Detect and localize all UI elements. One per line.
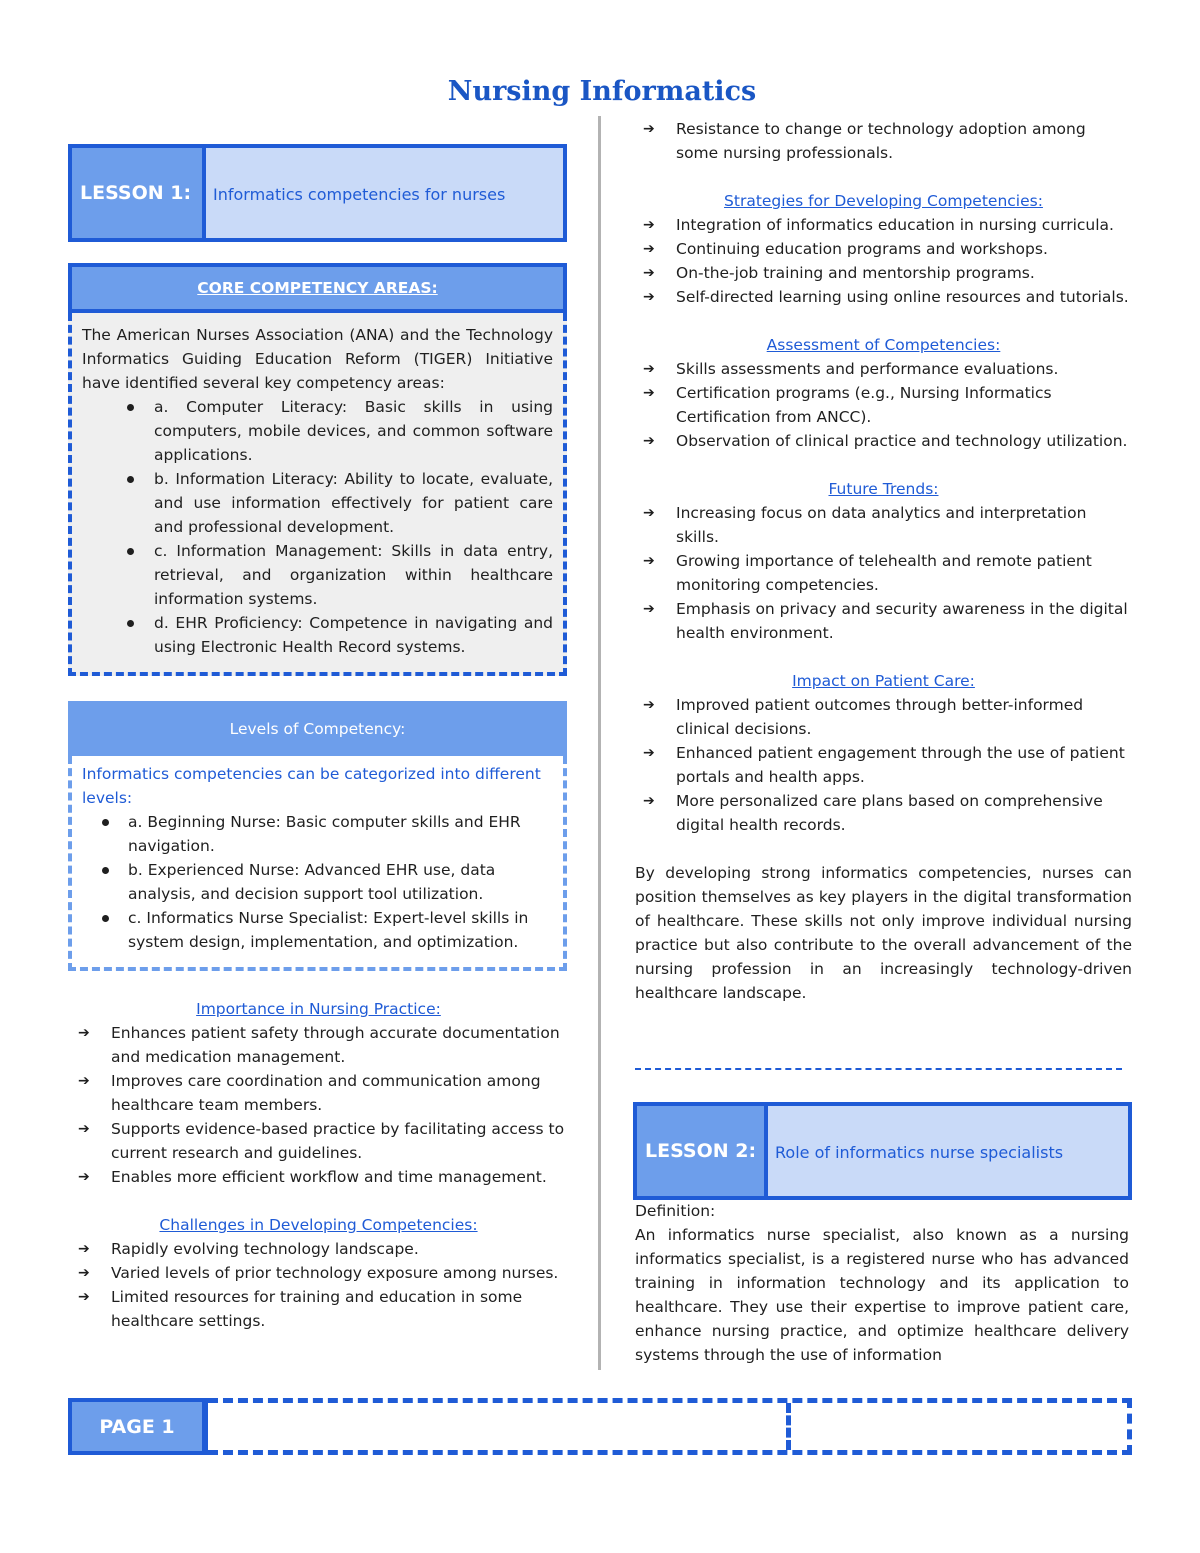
- core-competency-item: d. EHR Proficiency: Competence in navigating and using Electronic Health Record systems.: [82, 611, 553, 659]
- core-competency-item: c. Information Management: Skills in data entry, retrieval, and organization within healthcare information systems.: [82, 539, 553, 611]
- importance-item: ➔ Supports evidence-based practice by facilitating access to current research and guidelines.: [70, 1117, 567, 1165]
- importance-heading: Importance in Nursing Practice:: [196, 1000, 441, 1018]
- lesson-2-label: LESSON 2:: [637, 1106, 764, 1196]
- impact-heading: Impact on Patient Care:: [792, 672, 975, 690]
- strategy-item: ➔ Self-directed learning using online resources and tutorials.: [635, 285, 1132, 309]
- footer-dashed-divider: [786, 1403, 791, 1450]
- importance-list: [70, 1021, 567, 1189]
- impact-item: ➔ Enhanced patient engagement through the use of patient portals and health apps.: [635, 741, 1132, 789]
- importance-item: ➔ Enables more efficient workflow and time management.: [70, 1165, 567, 1189]
- lesson-2-topic: Role of informatics nurse specialists: [768, 1106, 1128, 1196]
- conclusion-paragraph: By developing strong informatics competencies, nurses can position themselves as key players in the digital transformation of healthcare. These skills not only improve individual nursing practice but also contribute to the overall advancement of the nursing profession in an increasingly technology-driven healthcare landscape.: [635, 864, 1132, 1002]
- challenges-heading: Challenges in Developing Competencies:: [159, 1216, 478, 1234]
- core-competency-intro: The American Nurses Association (ANA) and the Technology Informatics Guiding Education Reform (TIGER) Initiative have identified several key competency areas:: [82, 326, 553, 392]
- assessment-list: [635, 357, 1132, 453]
- lesson-2-header: [633, 1102, 1132, 1200]
- definition-text: An informatics nurse specialist, also known as a nursing informatics specialist, is a registered nurse who has advanced training in information technology and its application to healthcare. They use their expertise to improve patient care, enhance nursing practice, and optimize healthcare delivery systems through the use of information: [635, 1226, 1129, 1364]
- importance-item: ➔ Enhances patient safety through accurate documentation and medication management.: [70, 1021, 567, 1069]
- strategy-item: ➔ On-the-job training and mentorship programs.: [635, 261, 1132, 285]
- core-competency-box: [68, 313, 567, 676]
- lesson-1-label: LESSON 1:: [72, 148, 202, 238]
- core-competency-item: a. Computer Literacy: Basic skills in using computers, mobile devices, and common software applications.: [82, 395, 553, 467]
- future-trend-item: ➔ Growing importance of telehealth and remote patient monitoring competencies.: [635, 549, 1132, 597]
- challenges-list-continued: [635, 117, 1132, 165]
- definition-section: [635, 1199, 1129, 1367]
- document-title: Nursing Informatics: [447, 76, 757, 107]
- definition-label: Definition:: [635, 1202, 716, 1220]
- challenge-item: ➔ Varied levels of prior technology exposure among nurses.: [70, 1261, 567, 1285]
- lesson-1-header: [68, 144, 567, 242]
- importance-item: ➔ Improves care coordination and communication among healthcare team members.: [70, 1069, 567, 1117]
- right-column-top: [635, 117, 1132, 1005]
- importance-section: [70, 997, 567, 1333]
- levels-heading: Levels of Competency:: [68, 701, 567, 756]
- level-item: c. Informatics Nurse Specialist: Expert-level skills in system design, implementation, and optimization.: [82, 906, 553, 954]
- challenge-item: ➔ Rapidly evolving technology landscape.: [70, 1237, 567, 1261]
- future-trends-list: [635, 501, 1132, 645]
- footer-dashed-bar: [208, 1398, 1132, 1455]
- lesson-1-topic: Informatics competencies for nurses: [206, 148, 563, 238]
- assessment-heading: Assessment of Competencies:: [766, 336, 1001, 354]
- future-trend-item: ➔ Emphasis on privacy and security awareness in the digital health environment.: [635, 597, 1132, 645]
- section-divider-line: [635, 1068, 1122, 1070]
- assessment-item: ➔ Certification programs (e.g., Nursing Informatics Certification from ANCC).: [635, 381, 1132, 429]
- strategy-item: ➔ Integration of informatics education in nursing curricula.: [635, 213, 1132, 237]
- future-trends-heading: Future Trends:: [828, 480, 939, 498]
- levels-box: [68, 756, 567, 971]
- future-trend-item: ➔ Increasing focus on data analytics and interpretation skills.: [635, 501, 1132, 549]
- core-competency-heading: [68, 263, 567, 313]
- strategies-heading: Strategies for Developing Competencies:: [724, 192, 1043, 210]
- impact-item: ➔ Improved patient outcomes through better-informed clinical decisions.: [635, 693, 1132, 741]
- challenge-item: ➔ Limited resources for training and education in some healthcare settings.: [70, 1285, 567, 1333]
- levels-list: [82, 810, 553, 954]
- page-number-label: PAGE 1: [68, 1398, 208, 1455]
- core-competency-heading-text: CORE COMPETENCY AREAS:: [197, 279, 438, 297]
- levels-intro: Informatics competencies can be categorized into different levels:: [82, 765, 541, 807]
- level-item: a. Beginning Nurse: Basic computer skills and EHR navigation.: [82, 810, 553, 858]
- challenges-list: [70, 1237, 567, 1333]
- impact-list: [635, 693, 1132, 837]
- core-competency-list: [82, 395, 553, 659]
- challenge-item: ➔ Resistance to change or technology adoption among some nursing professionals.: [635, 117, 1132, 165]
- column-divider: [598, 116, 601, 1370]
- level-item: b. Experienced Nurse: Advanced EHR use, data analysis, and decision support tool utilization.: [82, 858, 553, 906]
- assessment-item: ➔ Observation of clinical practice and technology utilization.: [635, 429, 1132, 453]
- core-competency-item: b. Information Literacy: Ability to locate, evaluate, and use information effectively for patient care and professional development.: [82, 467, 553, 539]
- impact-item: ➔ More personalized care plans based on comprehensive digital health records.: [635, 789, 1132, 837]
- assessment-item: ➔ Skills assessments and performance evaluations.: [635, 357, 1132, 381]
- strategies-list: [635, 213, 1132, 309]
- strategy-item: ➔ Continuing education programs and workshops.: [635, 237, 1132, 261]
